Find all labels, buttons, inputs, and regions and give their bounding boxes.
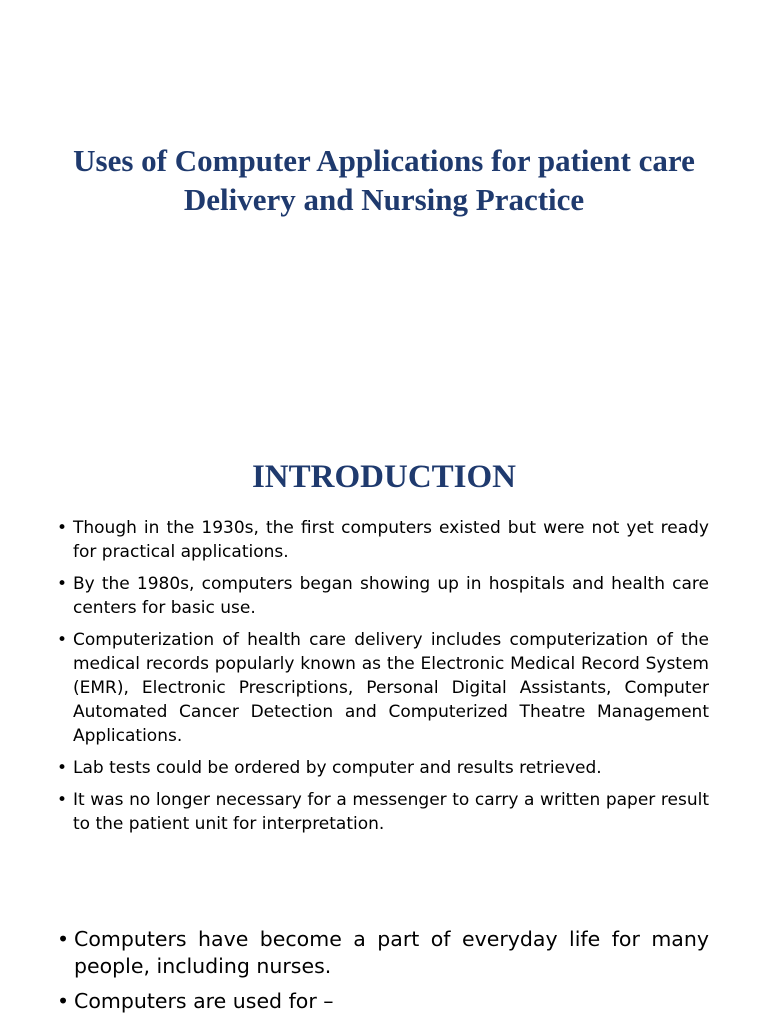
computers-bullet-list [57,926,709,1023]
bullet-text: Though in the 1930s, the first computers existed but were not yet ready for practical applications. [73,518,709,562]
bullet-item [57,788,709,836]
bullet-item [57,516,709,564]
bullet-text: Lab tests could be ordered by computer and results retrieved. [73,758,602,778]
bullet-text: Computerization of health care delivery includes computerization of the medical records popularly known as the Electronic Medical Record System (EMR), Electronic Prescriptions, Personal Digital Assistants, Computer Automated Cancer Detection and Computerized Theatre Management Applications. [73,630,709,746]
bullet-dot-icon: • [57,758,68,778]
bullet-item [57,628,709,748]
bullet-text: By the 1980s, computers began showing up in hospitals and health care centers for basic use. [73,574,709,618]
bullet-dot-icon: • [57,574,68,594]
bullet-item [57,756,709,780]
bullet-text: Computers have become a part of everyday life for many people, including nurses. [74,927,709,978]
bullet-item [57,926,709,980]
bullet-dot-icon: • [57,790,68,810]
bullet-dot-icon: • [57,989,70,1013]
introduction-bullet-list [57,516,709,844]
bullet-text: It was no longer necessary for a messenger to carry a written paper result to the patient unit for interpretation. [73,790,709,834]
bullet-dot-icon: • [57,927,70,951]
bullet-item [57,572,709,620]
bullet-item [57,988,709,1015]
slide-title: Uses of Computer Applications for patient care Delivery and Nursing Practice [73,143,695,217]
bullet-dot-icon: • [57,518,68,538]
bullet-text: Computers are used for – [74,989,334,1013]
bullet-dot-icon: • [57,630,68,650]
introduction-heading: INTRODUCTION [251,459,517,495]
